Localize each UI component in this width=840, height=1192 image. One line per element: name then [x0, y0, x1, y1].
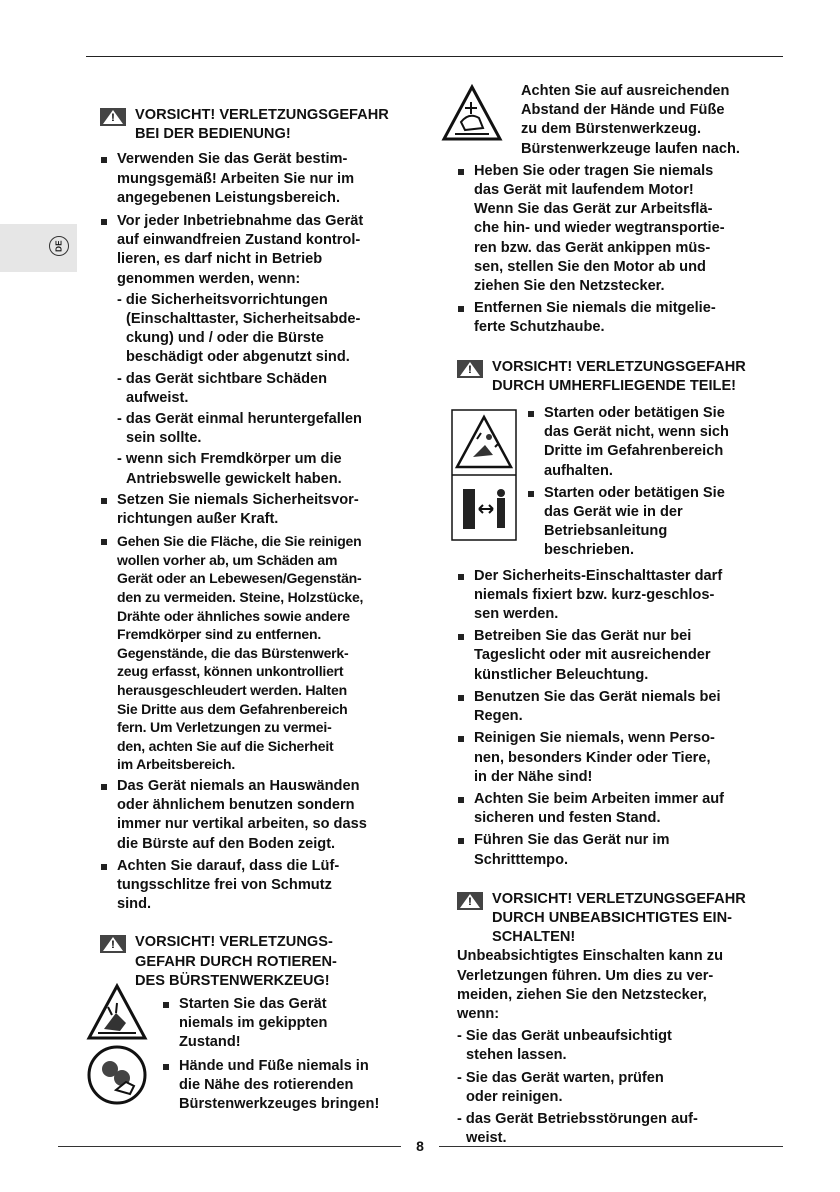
list-item: Betreiben Sie das Gerät nur bei Tageslicht oder mit ausreichender künstlicher Beleuchtung.: [457, 627, 762, 685]
condition-item: - das Gerät Betriebsstörungen auf- weist.: [457, 1110, 698, 1147]
language-tab: [0, 224, 77, 272]
bystander-rules-list: [527, 404, 762, 561]
list-item: Starten Sie das Gerät niemals im gekippten Zustand!: [162, 995, 400, 1053]
condition-item: - das Gerät sichtbare Schäden aufweist.: [117, 370, 328, 406]
flying-parts-pictogram: [451, 409, 517, 541]
list-item: Starten oder betätigen Sie das Gerät wie in der Betriebsanleitung beschrieben.: [527, 484, 762, 561]
list-item: Entfernen Sie niemals die mitgelie- ferte Schutzhaube.: [457, 299, 762, 337]
hands-feet-away-icon: [86, 1044, 148, 1106]
list-item: Führen Sie das Gerät nur im Schritttempo.: [457, 831, 762, 869]
list-item: Achten Sie darauf, dass die Lüf- tungsschlitze frei von Schmutz sind.: [100, 857, 400, 915]
list-item: Der Sicherheits-Einschalttaster darf niemals fixiert bzw. kurz-geschlos- sen werden.: [457, 567, 762, 625]
condition-item: - Sie das Gerät warten, prüfen oder reinigen.: [457, 1069, 664, 1105]
footer-rule-right: [439, 1146, 783, 1147]
condition-item: - die Sicherheitsvorrichtungen (Einschalttaster, Sicherheitsabde- ckung) und / oder die Bürste beschädigt oder abgenutzt sind.: [117, 291, 361, 366]
unintended-start-intro: Unbeabsichtigtes Einschalten kann zu Verletzungen führen. Um dies zu ver- meiden, ziehen Sie den Netzstecker, wenn:: [457, 948, 723, 1022]
list-item: Reinigen Sie niemals, wenn Perso- nen, besonders Kinder oder Tiere, in der Nähe sind!: [457, 729, 762, 787]
hands-distance-note: Achten Sie auf ausreichenden Abstand der Hände und Füße zu dem Bürstenwerkzeug. Bürstenwerkzeuge laufen nach.: [521, 83, 740, 157]
warning-triangle-icon: [100, 108, 126, 126]
brush-rules-list: [162, 995, 400, 1114]
warning-triangle-icon: [457, 360, 483, 378]
left-column: [100, 106, 400, 1114]
list-item: Starten oder betätigen Sie das Gerät nicht, wenn sich Dritte im Gefahrenbereich aufhalten.: [527, 404, 762, 481]
top-rule: [86, 56, 783, 57]
list-item: Gehen Sie die Fläche, die Sie reinigen wollen vorher ab, um Schäden am Gerät oder an Lebewesen/Gegenstän- den zu vermeiden. Steine, Holzstücke, Drähte oder ähnliches sowie andere Fremdkörper sind zu entfernen. Gegenstände, die das Bürstenwerk- zeug erfasst, können unkontrolliert herausgeschleudert werden. Halten Sie Dritte aus dem Gefahrenbereich fern. Um Verletzungen zu vermei- den, achten Sie auf die Sicherheit im Arbeitsbereich.: [100, 532, 400, 774]
page-number: 8: [416, 1138, 424, 1154]
warning-rotating-brush: ! VORSICHT! VERLETZUNGS- GEFAHR DURCH ROTIEREN- DES BÜRSTENWERKZEUG!: [100, 933, 400, 991]
list-item: Benutzen Sie das Gerät niemals bei Regen.: [457, 688, 762, 726]
warning-operation: ! VORSICHT! VERLETZUNGSGEFAHR BEI DER BEDIENUNG!: [100, 106, 400, 144]
no-tilt-start-icon: [86, 983, 148, 1041]
right-column: [457, 82, 762, 1148]
language-badge: DE: [49, 236, 69, 256]
bystander-distance-icon: [463, 489, 475, 529]
list-item: Das Gerät niemals an Hauswänden oder ähnlichem benutzen sondern immer nur vertikal arbeiten, so dass die Bürste auf den Boden zeigt.: [100, 777, 400, 854]
condition-item: - wenn sich Fremdkörper um die Antriebswelle gewickelt haben.: [117, 451, 342, 487]
operation-conditions-list: [457, 567, 762, 870]
list-item: Setzen Sie niemals Sicherheitsvor- richtungen außer Kraft.: [100, 491, 400, 529]
footer-rule-left: [58, 1146, 401, 1147]
list-item: Heben Sie oder tragen Sie niemals das Gerät mit laufendem Motor! Wenn Sie das Gerät zur Arbeitsflä- che hin- und wieder wegtransportie- ren bzw. das Gerät ankippen müs- sen, stellen Sie den Motor ab und ziehen Sie den Netzstecker.: [457, 162, 762, 296]
condition-item: - Sie das Gerät unbeaufsichtigt stehen lassen.: [457, 1028, 672, 1064]
warning-triangle-icon: [457, 892, 483, 910]
warning-flying-parts: ! VORSICHT! VERLETZUNGSGEFAHR DURCH UMHERFLIEGENDE TEILE!: [457, 358, 762, 396]
list-item: Vor jeder Inbetriebnahme das Gerät auf einwandfreien Zustand kontrol- lieren, es darf nicht in Betrieb genommen werden, wenn: - die Sicherheitsvorrichtungen (Einschalttaster, Sicherheitsabde- ckung) und / oder die Bürste beschädigt oder abgenutzt sind. - das Gerät sichtbare Schäden aufweist. - das Gerät einmal heruntergefallen sein sollte. - wenn sich Fremdkörper um die Antriebswelle gewickelt haben.: [100, 212, 400, 489]
list-item: Achten Sie beim Arbeiten immer auf sicheren und festen Stand.: [457, 790, 762, 828]
condition-item: - das Gerät einmal heruntergefallen sein sollte.: [117, 411, 362, 447]
list-item: Verwenden Sie das Gerät bestim- mungsgemäß! Arbeiten Sie nur im angegebenen Leistungsbereich.: [100, 150, 400, 208]
warning-unintended-start: ! VORSICHT! VERLETZUNGSGEFAHR DURCH UNBEABSICHTIGTES EIN- SCHALTEN!: [457, 890, 762, 948]
handling-rules-list: [457, 162, 762, 338]
list-item: Hände und Füße niemals in die Nähe des rotierenden Bürstenwerkzeuges bringen!: [162, 1057, 400, 1115]
operation-rules-list: [100, 150, 400, 914]
warning-triangle-icon: [100, 935, 126, 953]
